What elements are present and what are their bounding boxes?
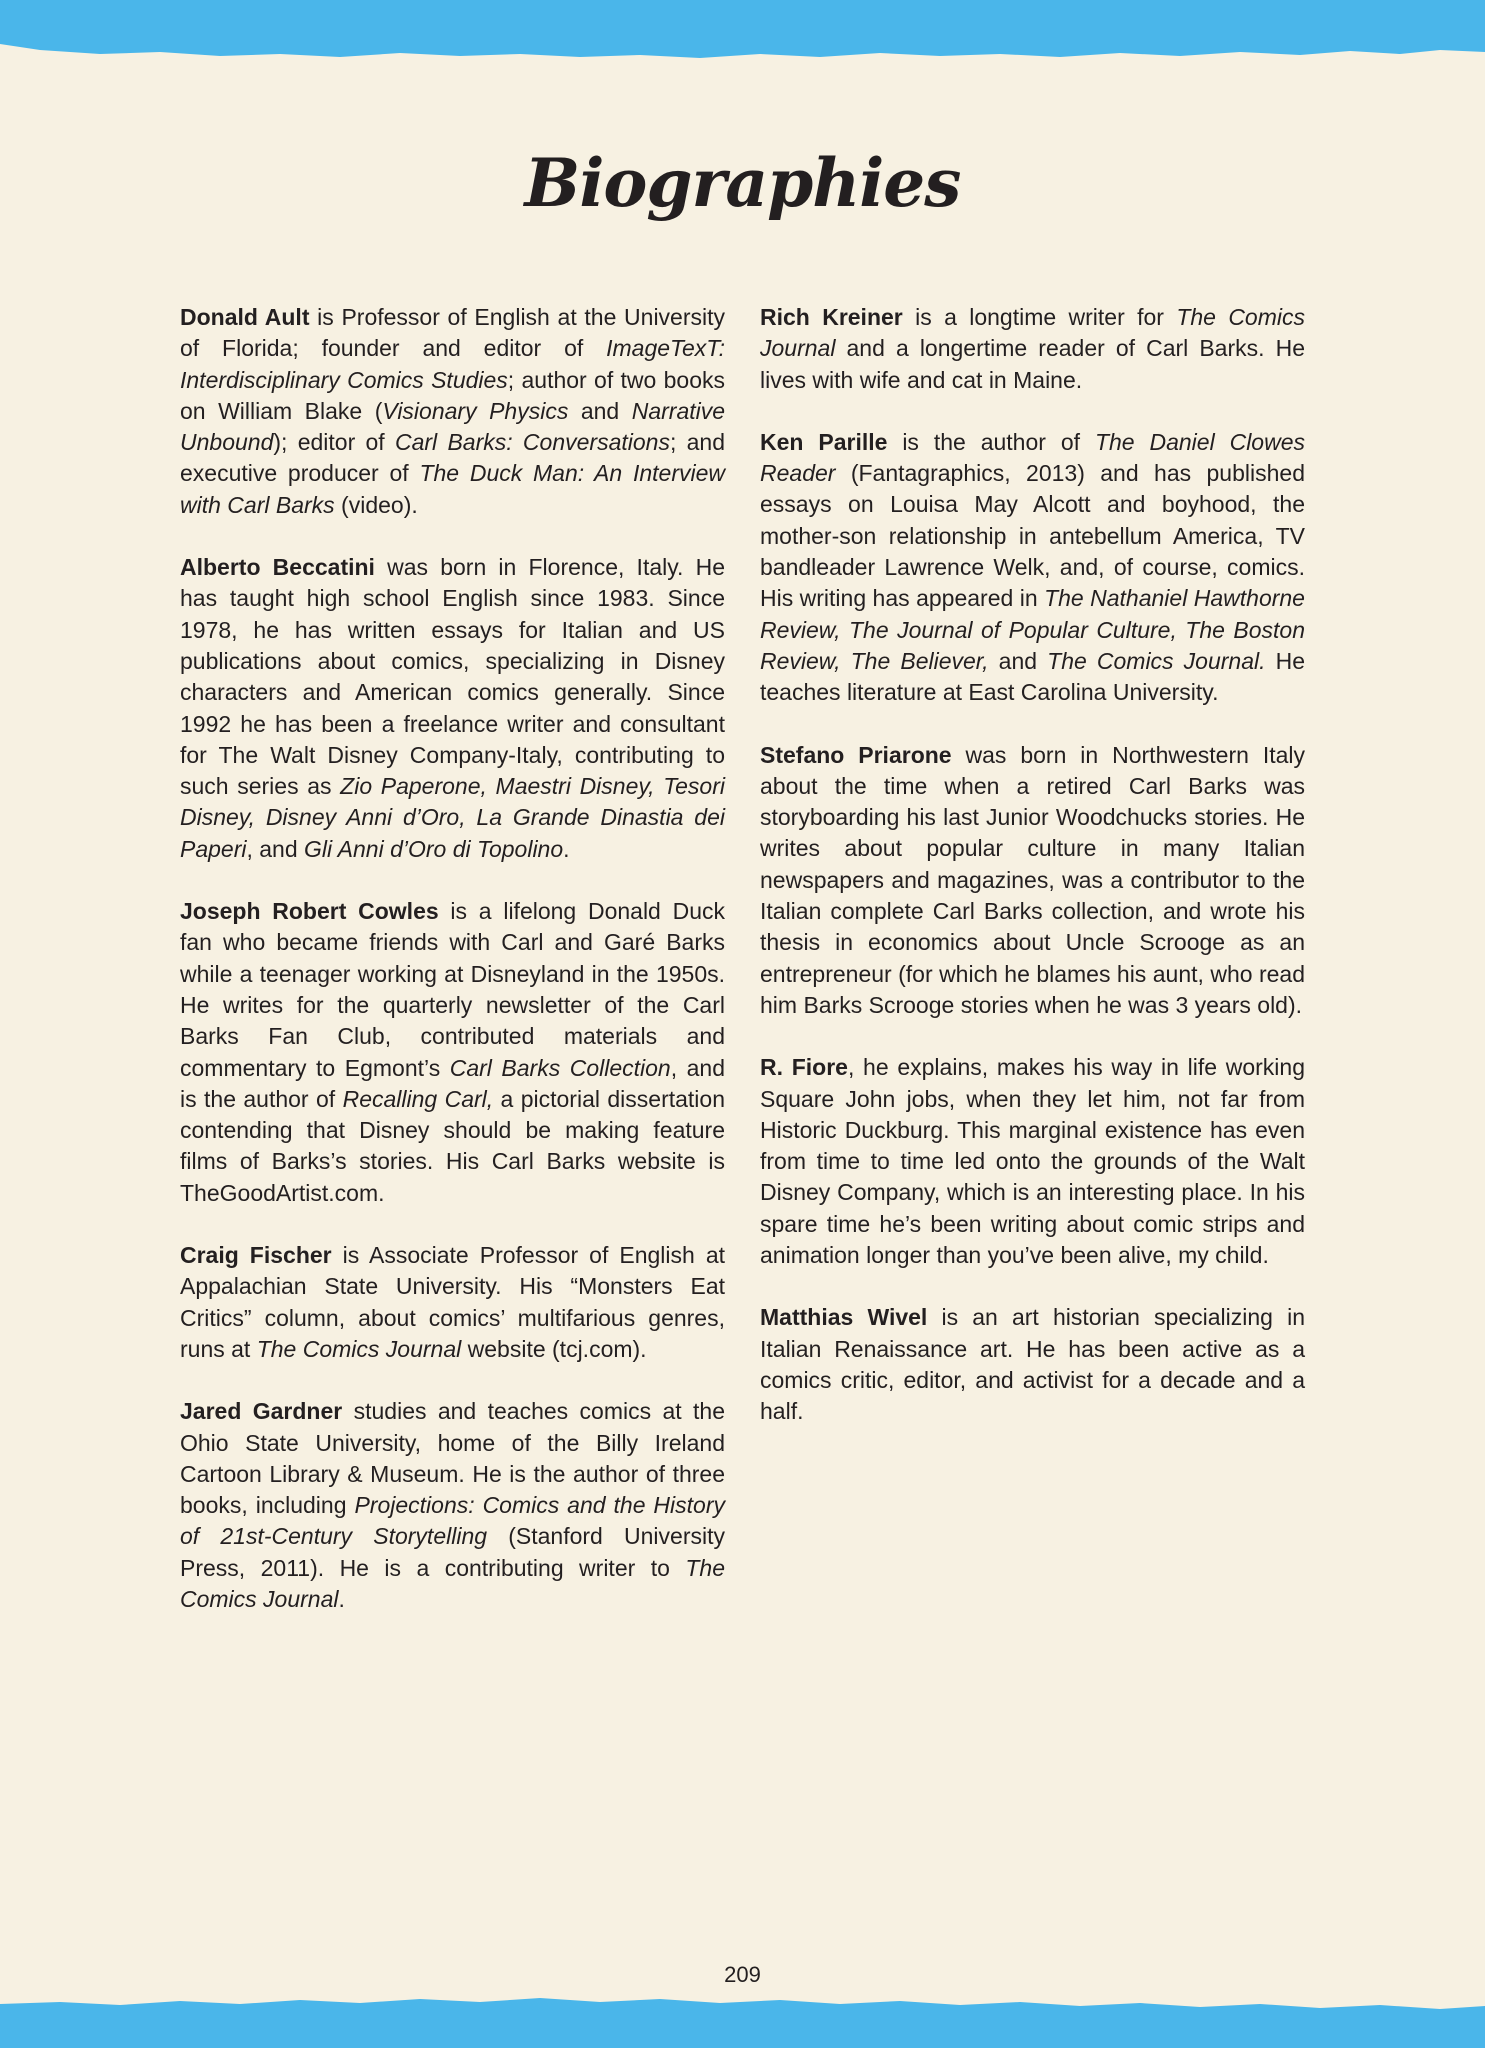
bio-name: Ken Parille	[760, 428, 888, 455]
bottom-blue-band	[0, 1990, 1485, 2048]
bio-donald-ault: Donald Ault is Professor of English at the University of Florida; founder and editor of ImageTexT: Interdisciplinary Comics Studies; author of two books on William Blake (Visionary Physics and Narrative Unbound); editor of Carl Barks: Conversations; and executive producer of The Duck Man: An Interview with Carl Barks (video).	[180, 304, 726, 518]
page-title: Biographies	[524, 144, 961, 222]
bio-ken-parille: Ken Parille is the author of The Daniel Clowes Reader (Fantagraphics, 2013) and has published essays on Louisa May Alcott and boyhood, the mother-son relationship in antebellum America, TV bandleader Lawrence Welk, and, of course, comics. His writing has appeared in The Nathaniel Hawthorne Review, The Journal of Popular Culture, The Boston Review, The Believer, and The Comics Journal. He teaches literature at East Carolina University.	[760, 428, 1306, 706]
bio-name: Rich Kreiner	[760, 304, 903, 330]
right-column	[760, 302, 1305, 1459]
bio-jared-gardner: Jared Gardner studies and teaches comics at the Ohio State University, home of the Billy Ireland Cartoon Library & Museum. He is the author of three books, including Projections: Comics and the History of 21st-Century Storytelling (Stanford University Press, 2011). He is a contributing writer to The Comics Journal.	[180, 1398, 725, 1612]
bio-name: Joseph Robert Cowles	[180, 898, 439, 925]
bio-r-fiore: R. Fiore, he explains, makes his way in life working Square John jobs, when they let him, not far from Historic Duckburg. This marginal existence has even from time to time led onto the grounds of the Walt Disney Company, which is an interesting place. In his spare time he’s been writing about comic strips and animation longer than you’ve been alive, my child.	[760, 1054, 1305, 1269]
bio-joseph-robert-cowles: Joseph Robert Cowles is a lifelong Donald Duck fan who became friends with Carl and Garé Barks while a teenager working at Disneyland in the 1950s. He writes for the quarterly newsletter of the Carl Barks Fan Club, contributed materials and commentary to Egmont’s Carl Barks Collection, and is the author of Recalling Carl, a pictorial dissertation contending that Disney should be making feature films of Barks’s stories. His Carl Barks website is TheGoodArtist.com.	[180, 898, 726, 1206]
bio-rich-kreiner: Rich Kreiner is a longtime writer for The Comics Journal and a longertime reader of Carl Barks. He lives with wife and cat in Maine.	[760, 304, 1305, 393]
top-blue-band	[0, 0, 1485, 60]
bio-name: R. Fiore	[760, 1054, 848, 1081]
bio-matthias-wivel: Matthias Wivel is an art historian specializing in Italian Renaissance art. He has been active as a comics critic, editor, and activist for a decade and a half.	[760, 1304, 1305, 1425]
bio-name: Craig Fischer	[180, 1242, 332, 1269]
bio-name: Stefano Priarone	[760, 741, 952, 768]
bio-alberto-beccatini: Alberto Beccatini was born in Florence, Italy. He has taught high school English since 1983. Since 1978, he has written essays for Italian and US publications about comics, specializing in Disney characters and American comics generally. Since 1992 he has been a freelance writer and consultant for The Walt Disney Company-Italy, contributing to such series as Zio Paperone, Maestri Disney, Tesori Disney, Disney Anni d’Oro, La Grande Dinastia dei Paperi, and Gli Anni d’Oro di Topolino.	[180, 554, 725, 862]
page-number: 209	[724, 1962, 761, 1987]
bio-name: Donald Ault	[180, 304, 310, 330]
bio-name: Matthias Wivel	[760, 1304, 928, 1331]
bio-stefano-priarone: Stefano Priarone was born in Northwestern Italy about the time when a retired Carl Barks was storyboarding his last Junior Woodchucks stories. He writes about popular culture in many Italian newspapers and magazines, was a contributor to the Italian complete Carl Barks collection, and wrote his thesis in economics about Uncle Scrooge as an entrepreneur (for which he blames his aunt, who read him Barks Scrooge stories when he was 3 years old).	[760, 741, 1306, 1018]
bio-name: Jared Gardner	[180, 1398, 343, 1425]
bio-craig-fischer: Craig Fischer is Associate Professor of English at Appalachian State University. His “Monsters Eat Critics” column, about comics’ multifarious genres, runs at The Comics Journal website (tcj.com).	[180, 1242, 725, 1362]
left-column	[180, 302, 725, 1646]
bio-name: Alberto Beccatini	[180, 554, 375, 581]
